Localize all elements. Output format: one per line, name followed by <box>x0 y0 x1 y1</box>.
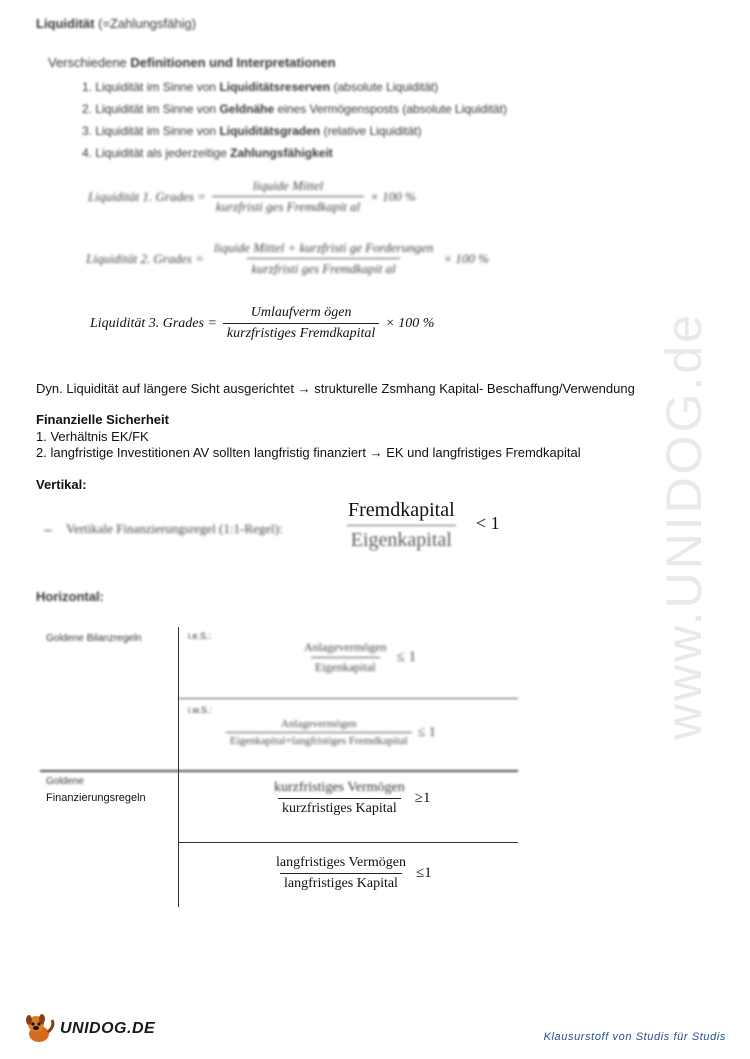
formula-rhs: × 100 % <box>443 250 489 266</box>
definition-item: 4. Liquidität als jederzeitige Zahlungsfähigkeit <box>82 146 333 160</box>
row1b-tag: i.w.S.: <box>188 705 213 715</box>
formula-grad2 <box>86 240 489 277</box>
definition-item: 1. Liquidität im Sinne von Liquiditätsreserven (absolute Liquidität) <box>82 80 439 94</box>
formula-lhs: Liquidität 2. Grades = <box>86 250 204 266</box>
bullet-dash: – <box>44 521 52 537</box>
watermark-text: www.UNIDOG.de <box>656 312 712 740</box>
dog-mascot-icon <box>22 1012 56 1046</box>
formula-grad1 <box>88 178 416 215</box>
sicherheit-item-1: 1. Verhältnis EK/FK <box>36 429 149 444</box>
fraction-denominator: kurzfristiges Kapital <box>278 798 401 817</box>
fraction-numerator: Umlaufverm ögen <box>250 305 352 320</box>
footer-slogan: Klausurstoff von Studis für Studis <box>543 1031 726 1043</box>
title-bold: Liquidität <box>36 16 95 31</box>
fraction <box>210 240 438 277</box>
intro-prefix: Verschiedene <box>48 55 127 70</box>
fraction-numerator: liquide Mittel <box>252 178 324 193</box>
fraction-numerator: Fremdkapital <box>348 499 455 521</box>
vertical-rule-relation: < 1 <box>476 513 500 533</box>
fraction <box>226 718 412 747</box>
fraction-denominator: Eigenkapital <box>311 657 380 675</box>
fraction <box>212 178 364 215</box>
fraction <box>270 780 409 817</box>
relation: ≤ 1 <box>396 649 417 665</box>
finanzielle-sicherheit-heading: Finanzielle Sicherheit <box>36 412 169 427</box>
fraction-denominator: kurzfristi ges Fremdkapit al <box>212 196 364 215</box>
table-divider-main <box>40 770 518 772</box>
fraction-numerator: Anlagevermögen <box>304 640 387 654</box>
relation: ≤ 1 <box>417 724 436 740</box>
table-divider-row2 <box>178 842 518 843</box>
relation: ≤1 <box>416 865 432 881</box>
row1a-formula <box>300 640 416 675</box>
row-label-bilanzregeln: Goldene Bilanzregeln <box>46 633 142 644</box>
fraction-numerator: liquide Mittel + kurzfristi ge Forderungen <box>213 240 434 255</box>
fraction-numerator: Anlagevermögen <box>280 718 357 730</box>
table-vertical-divider <box>178 627 179 907</box>
formula-lhs: Liquidität 3. Grades = <box>90 315 217 331</box>
horizontal-heading: Horizontal: <box>36 589 104 604</box>
fraction-denominator: kurzfristi ges Fremdkapit al <box>247 258 399 277</box>
fraction-denominator: kurzfristiges Fremdkapital <box>223 323 379 342</box>
vertical-rule-label: Vertikale Finanzierungsregel (1:1-Regel): <box>66 521 283 536</box>
table-divider-row1 <box>178 698 518 699</box>
intro-bold: Definitionen und Interpretationen <box>130 55 336 70</box>
row-label-finanzierungsregeln: Finanzierungsregeln <box>46 792 146 804</box>
fraction-denominator: Eigenkapital <box>347 525 456 552</box>
definition-item: 2. Liquidität im Sinne von Geldnähe eines Vermögensposts (absolute Liquidität) <box>82 102 507 116</box>
footer-brand-text: UNIDOG.DE <box>60 1020 156 1037</box>
row-label-goldene: Goldene <box>46 776 84 787</box>
row1a-tag: i.e.S.: <box>188 631 212 641</box>
fraction-denominator: Eigenkapital+langfristiges Fremdkapital <box>226 732 412 747</box>
title-suffix: (=Zahlungsfähig) <box>98 16 197 31</box>
vertical-rule-fraction <box>344 499 459 552</box>
dyn-liquiditaet-line: Dyn. Liquidität auf längere Sicht ausgerichtet → strukturelle Zsmhang Kapital- Beschaffung/Verwendung <box>36 381 635 396</box>
fraction <box>300 640 391 675</box>
intro-line <box>48 55 336 71</box>
formula-grad3 <box>90 305 434 342</box>
formula-lhs: Liquidität 1. Grades = <box>88 188 206 204</box>
vertical-rule-row <box>44 497 544 557</box>
fraction-numerator: kurzfristiges Vermögen <box>274 780 405 795</box>
vertikal-heading: Vertikal: <box>36 477 87 492</box>
sicherheit-item-2: 2. langfristige Investitionen AV sollten langfristig finanziert → EK und langfristiges Fremdkapital <box>36 445 581 460</box>
formula-rhs: × 100 % <box>370 188 416 204</box>
relation: ≥1 <box>414 790 431 806</box>
definition-list <box>82 76 507 164</box>
row2a-formula <box>270 780 431 817</box>
section-title-liquiditaet <box>36 16 196 32</box>
fraction-denominator: langfristiges Kapital <box>280 873 402 892</box>
fraction <box>272 855 410 892</box>
formula-rhs: × 100 % <box>385 315 435 331</box>
footer-brand-logo <box>22 1012 155 1046</box>
row2b-formula <box>272 855 432 892</box>
fraction <box>223 305 379 342</box>
fraction-numerator: langfristiges Vermögen <box>276 855 406 870</box>
definition-item: 3. Liquidität im Sinne von Liquiditätsgraden (relative Liquidität) <box>82 124 422 138</box>
row1b-formula <box>226 718 436 747</box>
